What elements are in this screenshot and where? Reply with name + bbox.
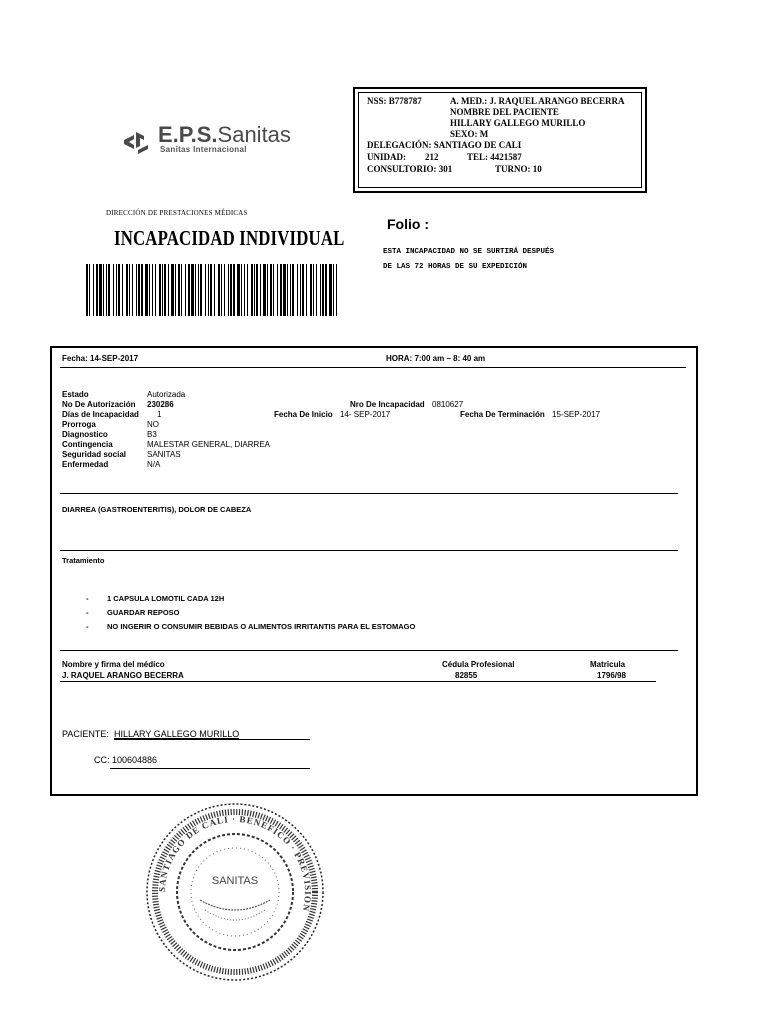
barcode-bar (333, 264, 334, 316)
barcode-bar (181, 264, 182, 316)
barcode-bar (138, 264, 140, 316)
tratamiento-bullet: - (86, 608, 89, 617)
tratamiento-label: Tratamiento (62, 556, 105, 565)
barcode-bar (118, 264, 120, 316)
delegacion-value: DELEGACIÓN: SANTIAGO DE CALI (367, 140, 522, 150)
matricula-label: Matricula (590, 660, 626, 669)
barcode-bar (233, 264, 235, 316)
section-rule-3 (60, 650, 678, 651)
barcode-bar (96, 264, 98, 316)
section-rule-1 (60, 493, 678, 494)
seal-center-text: SANITAS (211, 875, 259, 887)
barcode-bar (270, 264, 272, 316)
barcode-bar (244, 264, 245, 316)
svg-text:SANTIAGO DE CALI · BENEFICO · (157, 814, 313, 913)
barcode-bar (162, 264, 163, 316)
cc-value: 100604886 (112, 755, 158, 765)
barcode-bar (168, 264, 169, 316)
autorizacion-value: 230286 (147, 400, 174, 409)
logo-subtitle: Sanitas Internacional (160, 145, 247, 154)
barcode-bar (141, 264, 143, 316)
prorroga-label: Prorroga (62, 420, 96, 429)
barcode-bar (302, 264, 304, 316)
barcode-bar (320, 264, 321, 316)
seguridad-label: Seguridad social (62, 450, 127, 459)
sexo-value: SEXO: M (450, 129, 489, 139)
barcode-bar (316, 264, 317, 316)
barcode-bar (256, 264, 258, 316)
consultorio-value: CONSULTORIO: 301 (367, 164, 453, 174)
barcode-bar (306, 264, 307, 316)
diagnostico-value: B3 (147, 430, 157, 439)
contingencia-value: MALESTAR GENERAL, DIARREA (147, 440, 270, 449)
barcode-bar (93, 264, 94, 316)
barcode-bar (89, 264, 90, 316)
barcode-bar (273, 264, 274, 316)
barcode-bar (149, 264, 150, 316)
paciente-value: HILLARY GALLEGO MURILLO (114, 729, 240, 739)
cedula-label: Cédula Profesional (442, 660, 515, 669)
seal-ring-text: SANTIAGO DE CALI · BENEFICO · PREVISION (156, 813, 314, 913)
incapacity-form (50, 346, 698, 796)
notice-line-1: ESTA INCAPACIDAD NO SE SURTIRÁ DESPUÉS (383, 248, 555, 256)
section-rule-2 (60, 550, 678, 551)
unidad-label: UNIDAD: (367, 152, 406, 162)
prorroga-value: NO (147, 420, 159, 429)
estado-label: Estado (62, 390, 89, 399)
tratamiento-item-3: NO INGERIR O CONSUMIR BEBIDAS O ALIMENTOS IRRITANTIS PARA EL ESTOMAGO (107, 622, 416, 631)
fecha-value: Fecha: 14-SEP-2017 (62, 354, 139, 363)
barcode (86, 264, 338, 316)
barcode-bar (116, 264, 117, 316)
barcode-bar (277, 264, 278, 316)
barcode-bar (254, 264, 255, 316)
cedula-value: 82855 (455, 671, 478, 680)
barcode-bar (175, 264, 176, 316)
turno-value: TURNO: 10 (495, 164, 542, 174)
tratamiento-item-2: GUARDAR REPOSO (107, 608, 180, 617)
logo-name-bold: E.P.S. (158, 122, 218, 147)
barcode-bar (241, 264, 242, 316)
fecha-termino-value: 15-SEP-2017 (552, 410, 601, 419)
barcode-bar (208, 264, 209, 316)
hora-value: HORA: 7:00 am – 8: 40 am (386, 354, 486, 363)
contingencia-label: Contingencia (62, 440, 113, 449)
nro-incapacidad-value: 0810627 (432, 400, 464, 409)
barcode-bar (251, 264, 253, 316)
barcode-bar (310, 264, 312, 316)
header-rule (60, 367, 686, 368)
fecha-termino-label: Fecha De Terminación (460, 410, 545, 419)
barcode-bar (297, 264, 298, 316)
medico-value: A. MED.: J. RAQUEL ARANGO BECERRA (450, 96, 625, 106)
barcode-bar (198, 264, 199, 316)
tratamiento-item-1: 1 CAPSULA LOMOTIL CADA 12H (107, 594, 225, 603)
barcode-bar (263, 264, 266, 316)
barcode-bar (210, 264, 212, 316)
paciente-label: PACIENTE: (62, 729, 109, 739)
barcode-bar (188, 264, 190, 316)
signature-rule (60, 681, 656, 682)
tel-value: TEL: 4421587 (467, 152, 522, 162)
barcode-bar (224, 264, 225, 316)
barcode-bar (113, 264, 114, 316)
barcode-bar (136, 264, 137, 316)
medico-name: J. RAQUEL ARANGO BECERRA (62, 671, 184, 680)
barcode-bar (267, 264, 268, 316)
barcode-bar (108, 264, 110, 316)
barcode-bar (247, 264, 248, 316)
patient-info-box (353, 87, 647, 193)
barcode-bar (290, 264, 291, 316)
barcode-bar (280, 264, 282, 316)
barcode-bar (292, 264, 294, 316)
nombre-paciente-label: NOMBRE DEL PACIENTE (450, 107, 559, 117)
barcode-bar (200, 264, 202, 316)
barcode-bar (336, 264, 337, 316)
autorizacion-label: No De Autorización (62, 400, 136, 409)
barcode-bar (325, 264, 327, 316)
estado-value: Autorizada (147, 390, 186, 399)
barcode-bar (195, 264, 196, 316)
barcode-bar (283, 264, 286, 316)
barcode-bar (218, 264, 220, 316)
document-title: INCAPACIDAD INDIVIDUAL (114, 226, 345, 250)
barcode-bar (205, 264, 206, 316)
eps-sanitas-logo (120, 122, 310, 166)
medico-label: Nombre y firma del médico (62, 660, 165, 669)
barcode-bar (106, 264, 107, 316)
enfermedad-value: N/A (147, 460, 161, 469)
matricula-value: 1796/98 (597, 671, 626, 680)
paciente-underline (114, 739, 310, 740)
dias-label: Días de Incapacidad (62, 410, 139, 419)
barcode-bar (132, 264, 133, 316)
barcode-bar (191, 264, 194, 316)
barcode-bar (322, 264, 324, 316)
official-seal (140, 800, 330, 985)
enfermedad-label: Enfermedad (62, 460, 109, 469)
barcode-bar (152, 264, 153, 316)
barcode-bar (86, 264, 88, 316)
diagnosis-text: DIARREA (GASTROENTERITIS), DOLOR DE CABEZA (62, 505, 252, 514)
dias-value: 1 (157, 410, 162, 419)
barcode-bar (145, 264, 148, 316)
logo-name-light: Sanitas (217, 122, 291, 147)
diagnostico-label: Diagnostico (62, 430, 108, 439)
unidad-value: 212 (425, 152, 439, 162)
barcode-bar (221, 264, 222, 316)
barcode-bar (214, 264, 215, 316)
cc-underline (110, 768, 310, 769)
barcode-bar (126, 264, 128, 316)
barcode-bar (260, 264, 261, 316)
barcode-bar (159, 264, 161, 316)
fecha-inicio-label: Fecha De Inicio (274, 410, 333, 419)
seguridad-value: SANITAS (147, 450, 181, 459)
barcode-bar (164, 264, 166, 316)
barcode-bar (171, 264, 174, 316)
fecha-inicio-value: 14- SEP-2017 (340, 410, 391, 419)
barcode-bar (129, 264, 130, 316)
nss-value: NSS: B778787 (367, 96, 422, 106)
nro-incapacidad-label: Nro De Incapacidad (350, 400, 425, 409)
folio-label: Folio : (387, 216, 429, 232)
barcode-bar (313, 264, 314, 316)
barcode-bar (300, 264, 301, 316)
sanitas-logo-icon (120, 126, 152, 158)
tratamiento-bullet: - (86, 594, 89, 603)
cc-label: CC: (94, 755, 110, 765)
barcode-bar (99, 264, 102, 316)
barcode-bar (228, 264, 229, 316)
tratamiento-bullet: - (86, 622, 89, 631)
paciente-name: HILLARY GALLEGO MURILLO (450, 118, 586, 128)
barcode-bar (185, 264, 186, 316)
barcode-bar (103, 264, 104, 316)
barcode-bar (329, 264, 332, 316)
notice-line-2: DE LAS 72 HORAS DE SU EXPEDICIÓN (383, 263, 528, 271)
barcode-bar (122, 264, 123, 316)
barcode-bar (178, 264, 180, 316)
department-label: DIRECCIÓN DE PRESTACIONES MÉDICAS (106, 209, 248, 217)
barcode-bar (155, 264, 156, 316)
barcode-bar (287, 264, 288, 316)
barcode-bar (237, 264, 240, 316)
barcode-bar (230, 264, 232, 316)
